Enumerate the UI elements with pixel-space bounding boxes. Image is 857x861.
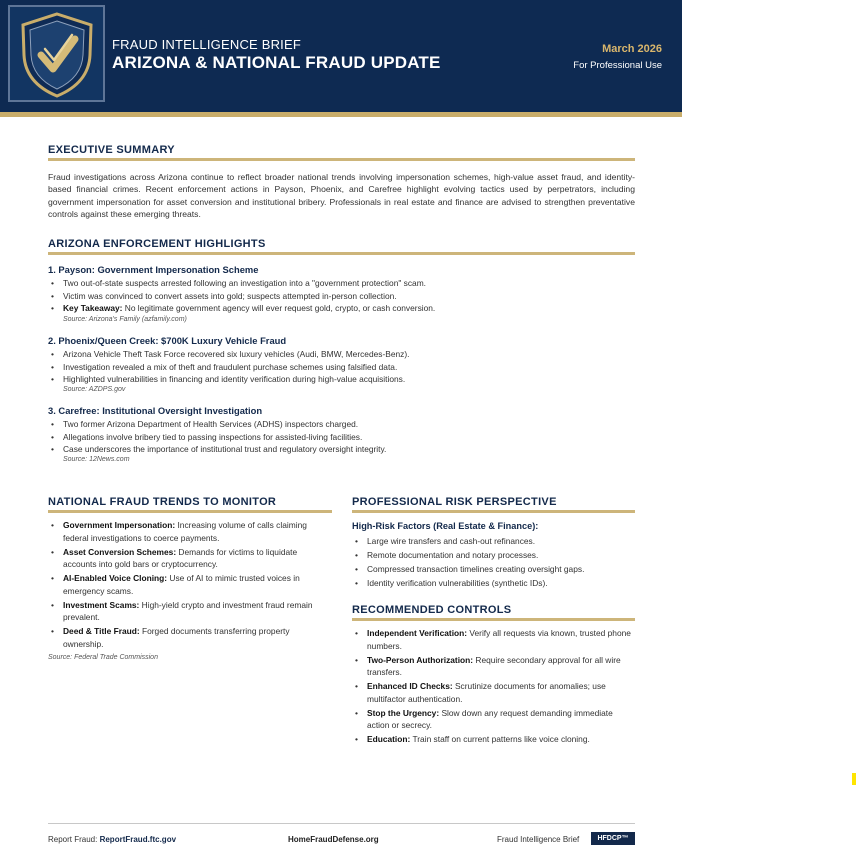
- footer-site-link[interactable]: HomeFraudDefense.org: [288, 835, 379, 844]
- arizona-highlights-title: ARIZONA ENFORCEMENT HIGHLIGHTS: [48, 238, 266, 250]
- list-item: • Two former Arizona Department of Health Services (ADHS) inspectors charged.: [48, 418, 638, 431]
- list-item: • Stop the Urgency: Slow down any request demanding immediate action or secrecy.: [352, 707, 635, 732]
- list-item: • Education: Train staff on current patterns like voice cloning.: [352, 733, 635, 746]
- list-item: • Asset Conversion Schemes: Demands for victims to liquidate accounts into gold bars or cryptocurrency.: [48, 546, 332, 571]
- list-item: • Arizona Vehicle Theft Task Force recovered six luxury vehicles (Audi, BMW, Mercedes-Benz).: [48, 348, 638, 361]
- case-source: Source: 12News.com: [63, 456, 130, 463]
- list-item: • Remote documentation and notary processes.: [352, 549, 642, 562]
- list-item: • Investigation revealed a mix of theft and fraudulent purchase schemes using falsified data.: [48, 361, 638, 374]
- risk-perspective-title: PROFESSIONAL RISK PERSPECTIVE: [352, 496, 557, 508]
- list-item: • Deed & Title Fraud: Forged documents transferring property ownership.: [48, 625, 332, 650]
- national-source: Source: Federal Trade Commission: [48, 654, 158, 661]
- report-fraud-link[interactable]: ReportFraud.ftc.gov: [99, 835, 177, 844]
- list-item: • Two out-of-state suspects arrested following an investigation into a "government protection" scam.: [48, 277, 638, 290]
- executive-summary-title: EXECUTIVE SUMMARY: [48, 144, 175, 156]
- issue-date: March 2026: [602, 43, 662, 55]
- recommended-controls-title: RECOMMENDED CONTROLS: [352, 604, 512, 616]
- list-item: • Enhanced ID Checks: Scrutinize documents for anomalies; use multifactor authentication.: [352, 680, 635, 705]
- case-source: Source: Arizona's Family (azfamily.com): [63, 316, 187, 323]
- controls-list: [352, 627, 635, 747]
- audience-label: For Professional Use: [573, 60, 662, 71]
- case-bullets: [48, 418, 638, 456]
- section-rule: [352, 510, 635, 513]
- national-trends-list: [48, 519, 332, 652]
- case-source: Source: AZDPS.gov: [63, 386, 126, 393]
- national-trends-title: NATIONAL FRAUD TRENDS TO MONITOR: [48, 496, 277, 508]
- header-banner: [0, 0, 682, 112]
- list-item: • AI-Enabled Voice Cloning: Use of AI to mimic trusted voices in emergency scams.: [48, 572, 332, 597]
- list-item: • Independent Verification: Verify all requests via known, trusted phone numbers.: [352, 627, 635, 652]
- case-title: 3. Carefree: Institutional Oversight Investigation: [48, 405, 263, 416]
- footer-report: [48, 835, 176, 844]
- list-item: • Government Impersonation: Increasing volume of calls claiming federal investigations to coerce payments.: [48, 519, 332, 544]
- list-item: • Key Takeaway: No legitimate government agency will ever request gold, crypto, or cash conversion.: [48, 302, 638, 315]
- list-item: • Large wire transfers and cash-out refinances.: [352, 535, 642, 548]
- case-title: 1. Payson: Government Impersonation Scheme: [48, 264, 259, 275]
- list-item: • Allegations involve bribery tied to passing inspections for assisted-living facilities.: [48, 431, 638, 444]
- list-item: • Compressed transaction timelines creating oversight gaps.: [352, 563, 642, 576]
- header-gold-bar: [0, 112, 682, 117]
- executive-summary-text: Fraud investigations across Arizona continue to reflect broader national trends involving impersonation schemes, high-value asset fraud, and identity-based financial crimes. Recent enforcement actions in Payson, Phoenix, and Carefree highlight evolving tactics used by perpetrators, including government impersonation for asset conversion and institutional bribery. Professionals in real estate and finance are advised to strengthen preventative controls against these emerging threats.: [48, 172, 635, 220]
- risk-factors-list: [352, 535, 642, 591]
- footer-badge: HFDCP™: [591, 832, 635, 845]
- list-item: • Case underscores the importance of institutional trust and regulatory oversight integrity.: [48, 443, 638, 456]
- shield-check-icon: [18, 11, 96, 99]
- logo: [8, 5, 105, 102]
- list-item: • Investment Scams: High-yield crypto and investment fraud remain prevalent.: [48, 599, 332, 624]
- list-item: • Highlighted vulnerabilities in financing and identity verification during high-value acquisitions.: [48, 373, 638, 386]
- page-title: ARIZONA & NATIONAL FRAUD UPDATE: [112, 53, 441, 72]
- list-item: • Identity verification vulnerabilities (synthetic IDs).: [352, 577, 642, 590]
- risk-subhead: High-Risk Factors (Real Estate & Finance):: [352, 521, 539, 531]
- list-item: • Two-Person Authorization: Require secondary approval for all wire transfers.: [352, 654, 635, 679]
- footer-brief-label: Fraud Intelligence Brief: [497, 835, 580, 844]
- list-item: • Victim was convinced to convert assets into gold; suspects attempted in-person collection.: [48, 290, 638, 303]
- section-rule: [352, 618, 635, 621]
- highlight-mark: [852, 773, 856, 785]
- footer-report-label: Report Fraud:: [48, 835, 100, 844]
- footer-rule: [48, 823, 635, 824]
- section-rule: [48, 252, 635, 255]
- section-rule: [48, 158, 635, 161]
- section-rule: [48, 510, 332, 513]
- case-bullets: [48, 348, 638, 386]
- case-title: 2. Phoenix/Queen Creek: $700K Luxury Vehicle Fraud: [48, 335, 287, 346]
- case-bullets: [48, 277, 638, 315]
- brief-label: FRAUD INTELLIGENCE BRIEF: [112, 37, 301, 52]
